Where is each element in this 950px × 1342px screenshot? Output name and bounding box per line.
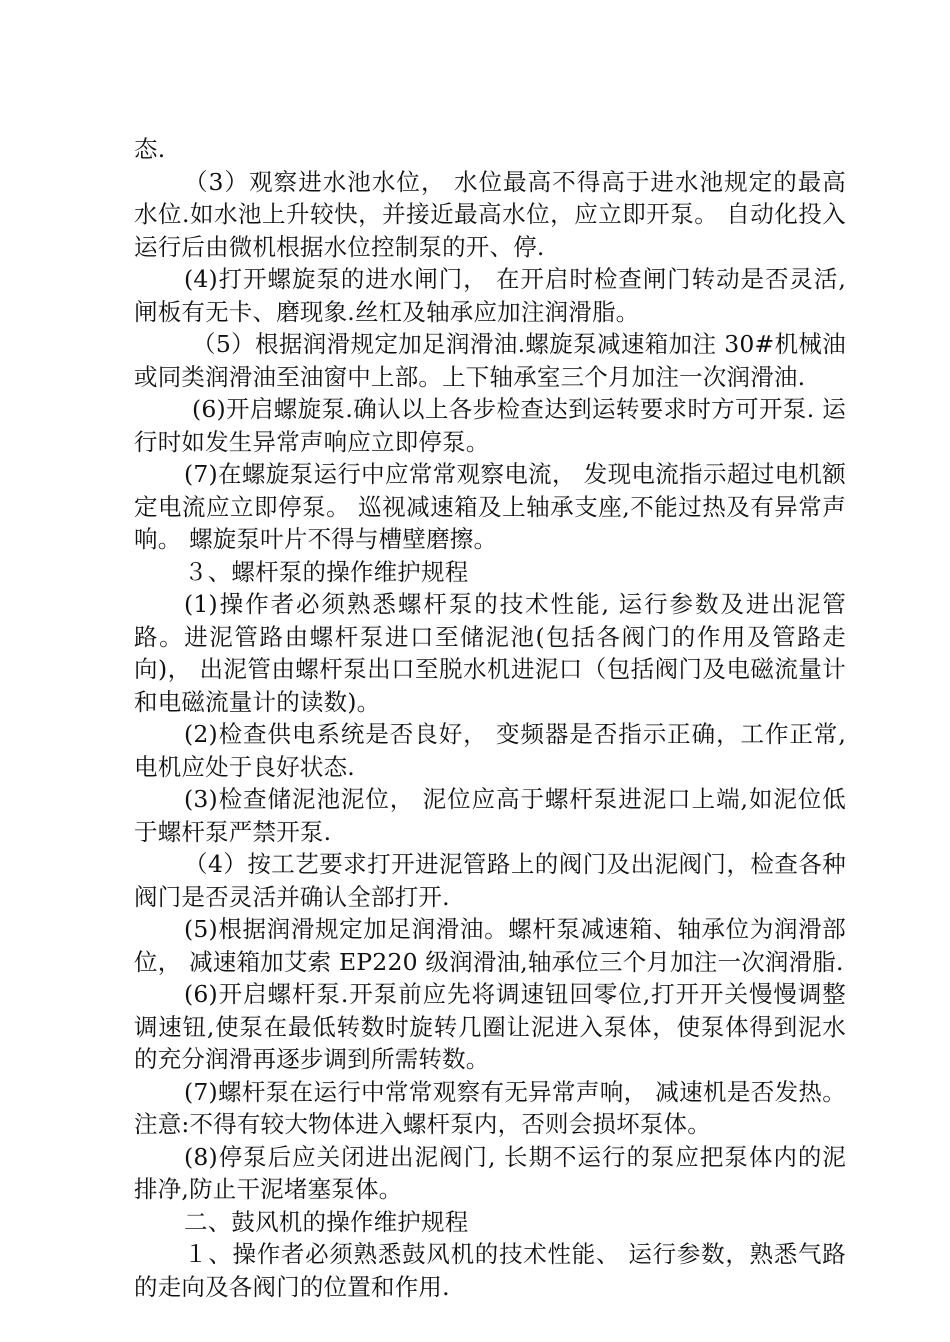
paragraph-blower-step-1: １、操作者必须熟悉鼓风机的技术性能、 运行参数，熟悉气路的走向及各阀门的位置和作用. xyxy=(134,1240,846,1301)
paragraph-screw-pump-step-7: (7)螺杆泵在运行中常常观察有无异常声响， 减速机是否发热。注意:不得有较大物体进入螺杆泵内，否则会损坏泵体。 xyxy=(134,1077,846,1138)
paragraph-screw-pump-step-2: (2)检查供电系统是否良好， 变频器是否指示正确，工作正常,电机应处于良好状态. xyxy=(134,720,846,781)
paragraph-screw-pump-step-3: (3)检查储泥池泥位， 泥位应高于螺杆泵进泥口上端,如泥位低于螺杆泵严禁开泵. xyxy=(134,785,846,846)
paragraph-screw-pump-step-8: (8)停泵后应关闭进出泥阀门, 长期不运行的泵应把泵体内的泥排净,防止干泥堵塞泵体。 xyxy=(134,1142,846,1203)
paragraph-screw-pump-step-1: (1)操作者必须熟悉螺杆泵的技术性能, 运行参数及进出泥管路。进泥管路由螺杆泵进口至储泥池(包括各阀门的作用及管路走向)， 出泥管由螺杆泵出口至脱水机进泥口（包括阀门及电磁流量计和电磁流量计的读数)。 xyxy=(134,590,846,716)
paragraph-screw-pump-step-5: (5)根据润滑规定加足润滑油。螺杆泵减速箱、轴承位为润滑部位， 减速箱加艾索 EP220 级润滑油,轴承位三个月加注一次润滑脂. xyxy=(134,915,846,976)
paragraph-step-3-inlet-water-level: （3）观察进水池水位， 水位最高不得高于进水池规定的最高水位.如水池上升较快，并接近最高水位，应立即开泵。 自动化投入运行后由微机根据水位控制泵的开、停. xyxy=(134,167,846,261)
section-heading-blower: 二、鼓风机的操作维护规程 xyxy=(184,1207,469,1236)
paragraph-continuation: 态. xyxy=(134,135,166,163)
paragraph-step-6-start-pump: (6)开启螺旋泵.确认以上各步检查达到运转要求时方可开泵. 运行时如发生异常声响应立即停泵。 xyxy=(134,395,846,456)
paragraph-step-7-monitor-current: (7)在螺旋泵运行中应常常观察电流， 发现电流指示超过电机额定电流应立即停泵。 巡视减速箱及上轴承支座,不能过热及有异常声响。 螺旋泵叶片不得与槽壁磨擦。 xyxy=(134,460,846,553)
paragraph-step-5-lubrication: （5）根据润滑规定加足润滑油.螺旋泵减速箱加注 30#机械油或同类润滑油至油窗中上部。上下轴承室三个月加注一次润滑油. xyxy=(134,330,846,391)
paragraph-step-4-inlet-gate: (4)打开螺旋泵的进水闸门， 在开启时检查闸门转动是否灵活,闸板有无卡、磨现象.丝杠及轴承应加注润滑脂。 xyxy=(134,265,846,326)
paragraph-screw-pump-step-6: (6)开启螺杆泵.开泵前应先将调速钮回零位,打开开关慢慢调整调速钮,使泵在最低转数时旋转几圈让泥进入泵体，使泵体得到泥水的充分润滑再逐步调到所需转数。 xyxy=(134,980,846,1073)
document-body xyxy=(134,133,846,1303)
paragraph-screw-pump-step-4: （4）按工艺要求打开进泥管路上的阀门及出泥阀门，检查各种阀门是否灵活并确认全部打开. xyxy=(134,850,846,911)
section-heading-screw-pump: ３、螺杆泵的操作维护规程 xyxy=(184,557,469,586)
